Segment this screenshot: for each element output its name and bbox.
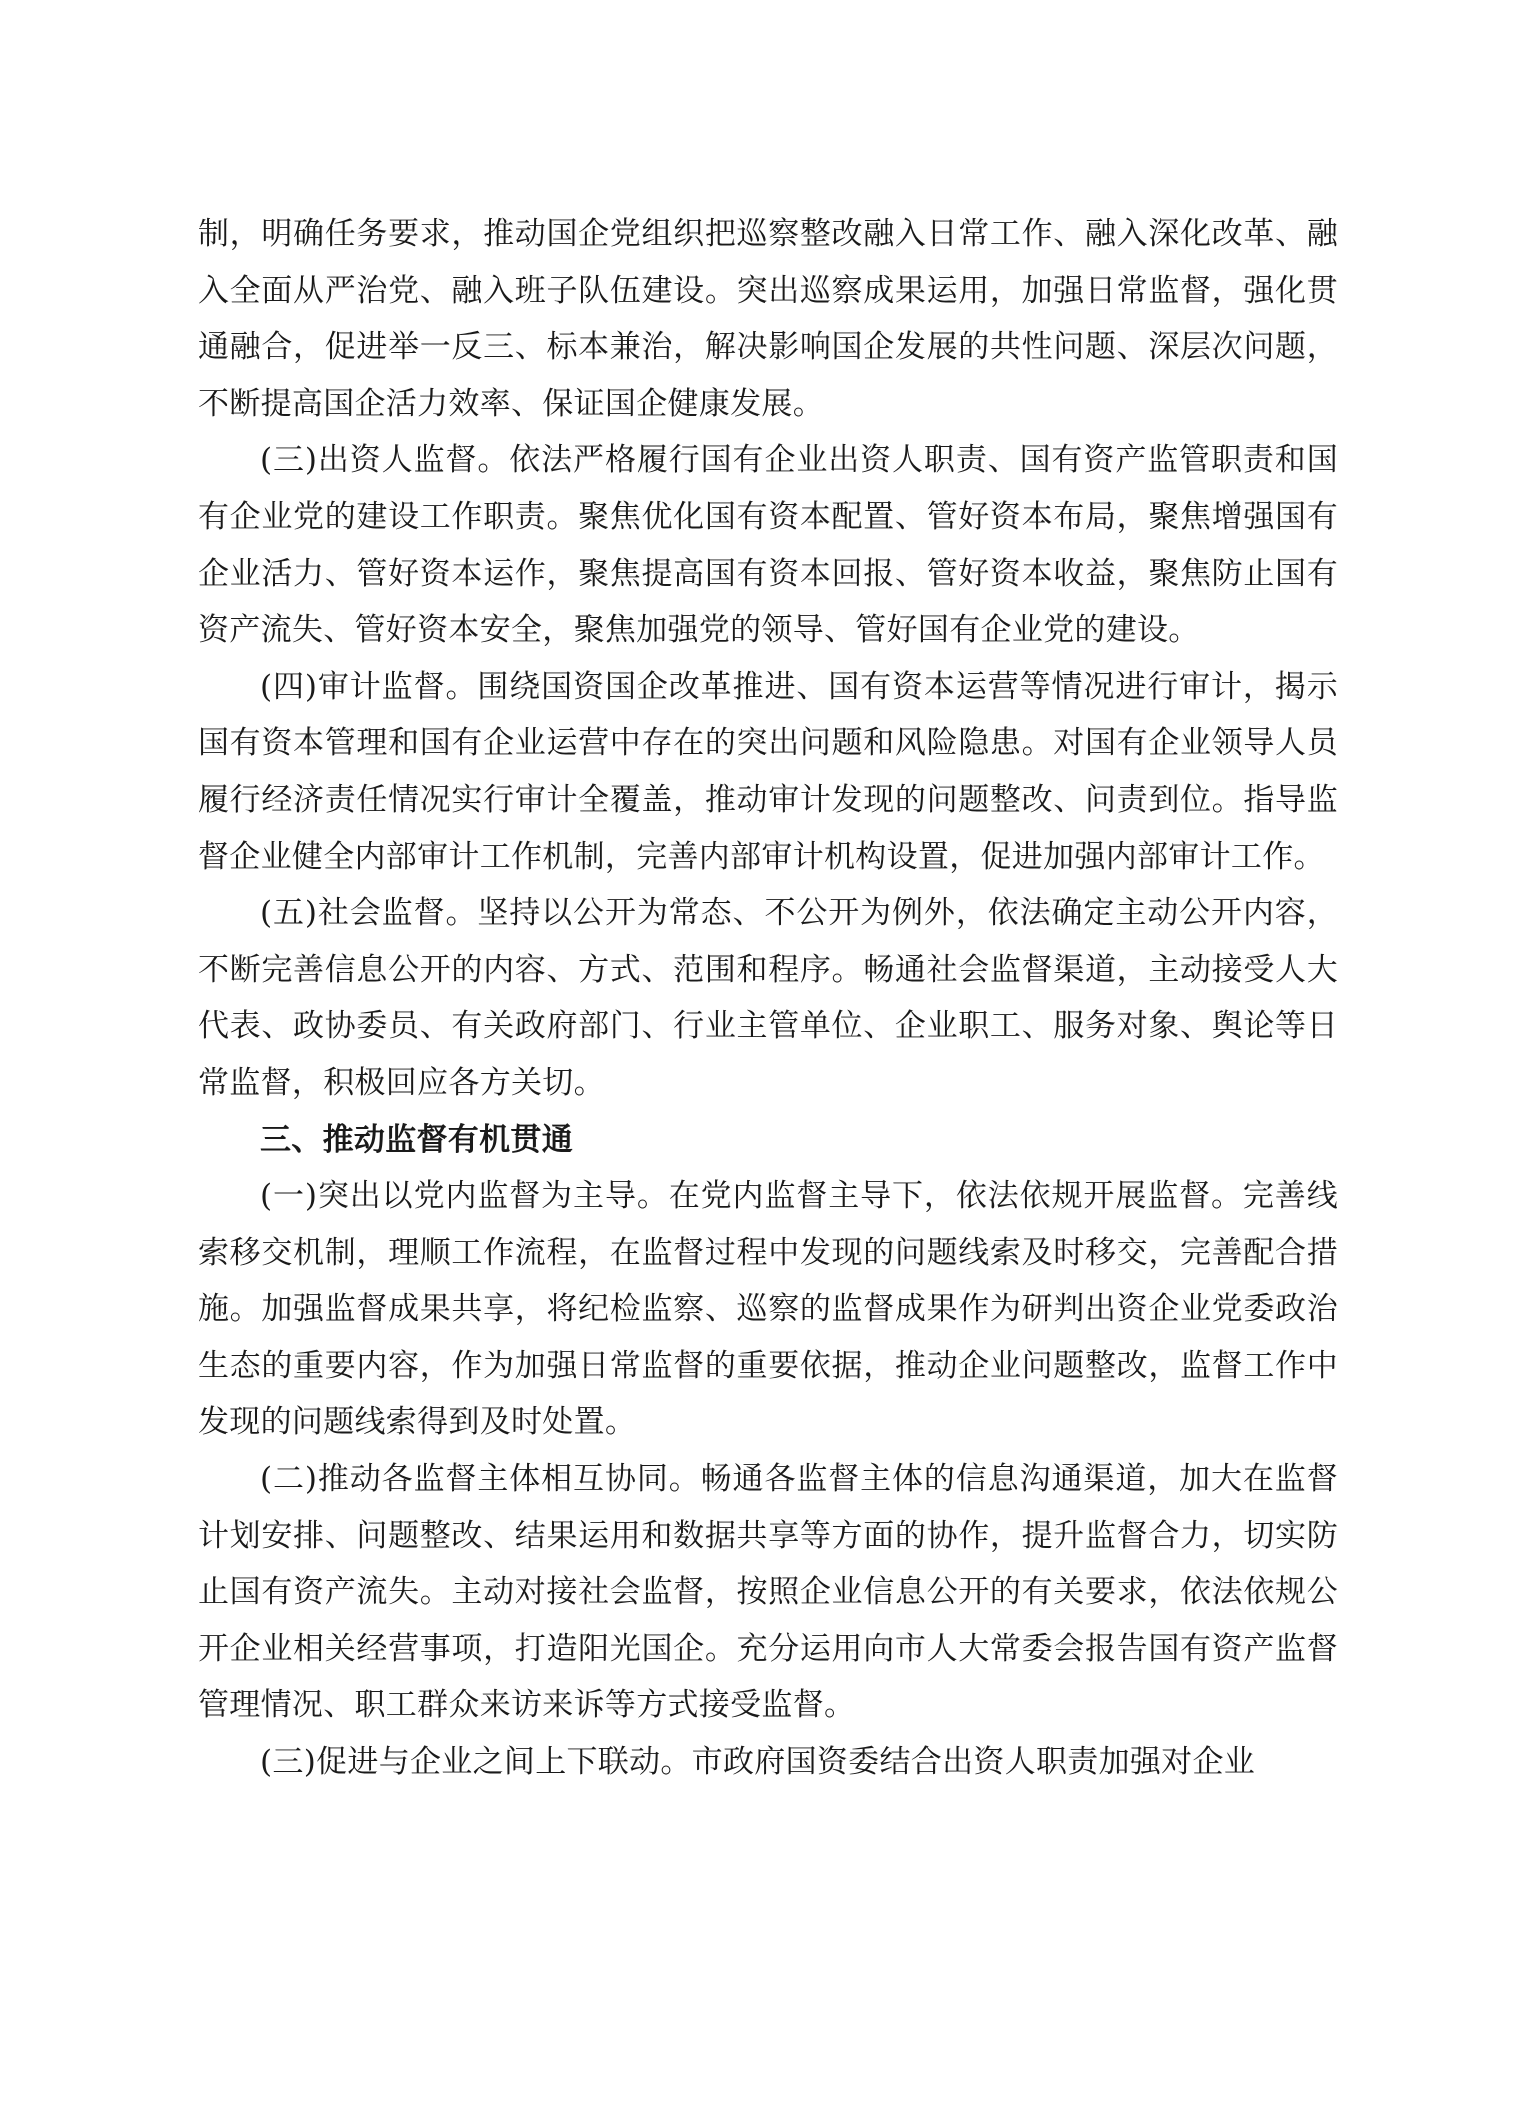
document-page xyxy=(198,206,1338,1791)
paragraph-social-supervision: (五)社会监督。坚持以公开为常态、不公开为例外，依法确定主动公开内容，不断完善信息公开的内容、方式、范围和程序。畅通社会监督渠道，主动接受人大代表、政协委员、有关政府部门、行业主管单位、企业职工、服务对象、舆论等日常监督，积极回应各方关切。 xyxy=(198,895,1338,1101)
section-heading: 三、推动监督有机贯通 xyxy=(260,1121,573,1158)
paragraph-linkage: (三)促进与企业之间上下联动。市政府国资委结合出资人职责加强对企业 xyxy=(260,1744,1256,1781)
paragraph-audit-supervision: (四)审计监督。围绕国资国企改革推进、国有资本运营等情况进行审计，揭示国有资本管理和国有企业运营中存在的突出问题和风险隐患。对国有企业领导人员履行经济责任情况实行审计全覆盖，推动审计发现的问题整改、问责到位。指导监督企业健全内部审计工作机制，完善内部审计机构设置，促进加强内部审计工作。 xyxy=(198,668,1338,875)
paragraph-investor-supervision: (三)出资人监督。依法严格履行国有企业出资人职责、国有资产监管职责和国有企业党的建设工作职责。聚焦优化国有资本配置、管好资本布局，聚焦增强国有企业活力、管好资本运作，聚焦提高国有资本回报、管好资本收益，聚焦防止国有资产流失、管好资本安全，聚焦加强党的领导、管好国有企业党的建设。 xyxy=(198,442,1338,649)
paragraph-party-led-supervision: (一)突出以党内监督为主导。在党内监督主导下，依法依规开展监督。完善线索移交机制，理顺工作流程，在监督过程中发现的问题线索及时移交，完善配合措施。加强监督成果共享，将纪检监察、巡察的监督成果作为研判出资企业党委政治生态的重要内容，作为加强日常监督的重要依据，推动企业问题整改，监督工作中发现的问题线索得到及时处置。 xyxy=(198,1178,1338,1441)
paragraph-continuation: 制，明确任务要求，推动国企党组织把巡察整改融入日常工作、融入深化改革、融入全面从严治党、融入班子队伍建设。突出巡察成果运用，加强日常监督，强化贯通融合，促进举一反三、标本兼治，解决影响国企发展的共性问题、深层次问题，不断提高国企活力效率、保证国企健康发展。 xyxy=(198,216,1338,422)
paragraph-coordination: (二)推动各监督主体相互协同。畅通各监督主体的信息沟通渠道，加大在监督计划安排、问题整改、结果运用和数据共享等方面的协作，提升监督合力，切实防止国有资产流失。主动对接社会监督，按照企业信息公开的有关要求，依法依规公开企业相关经营事项，打造阳光国企。充分运用向市人大常委会报告国有资产监督管理情况、职工群众来访来诉等方式接受监督。 xyxy=(198,1461,1338,1724)
